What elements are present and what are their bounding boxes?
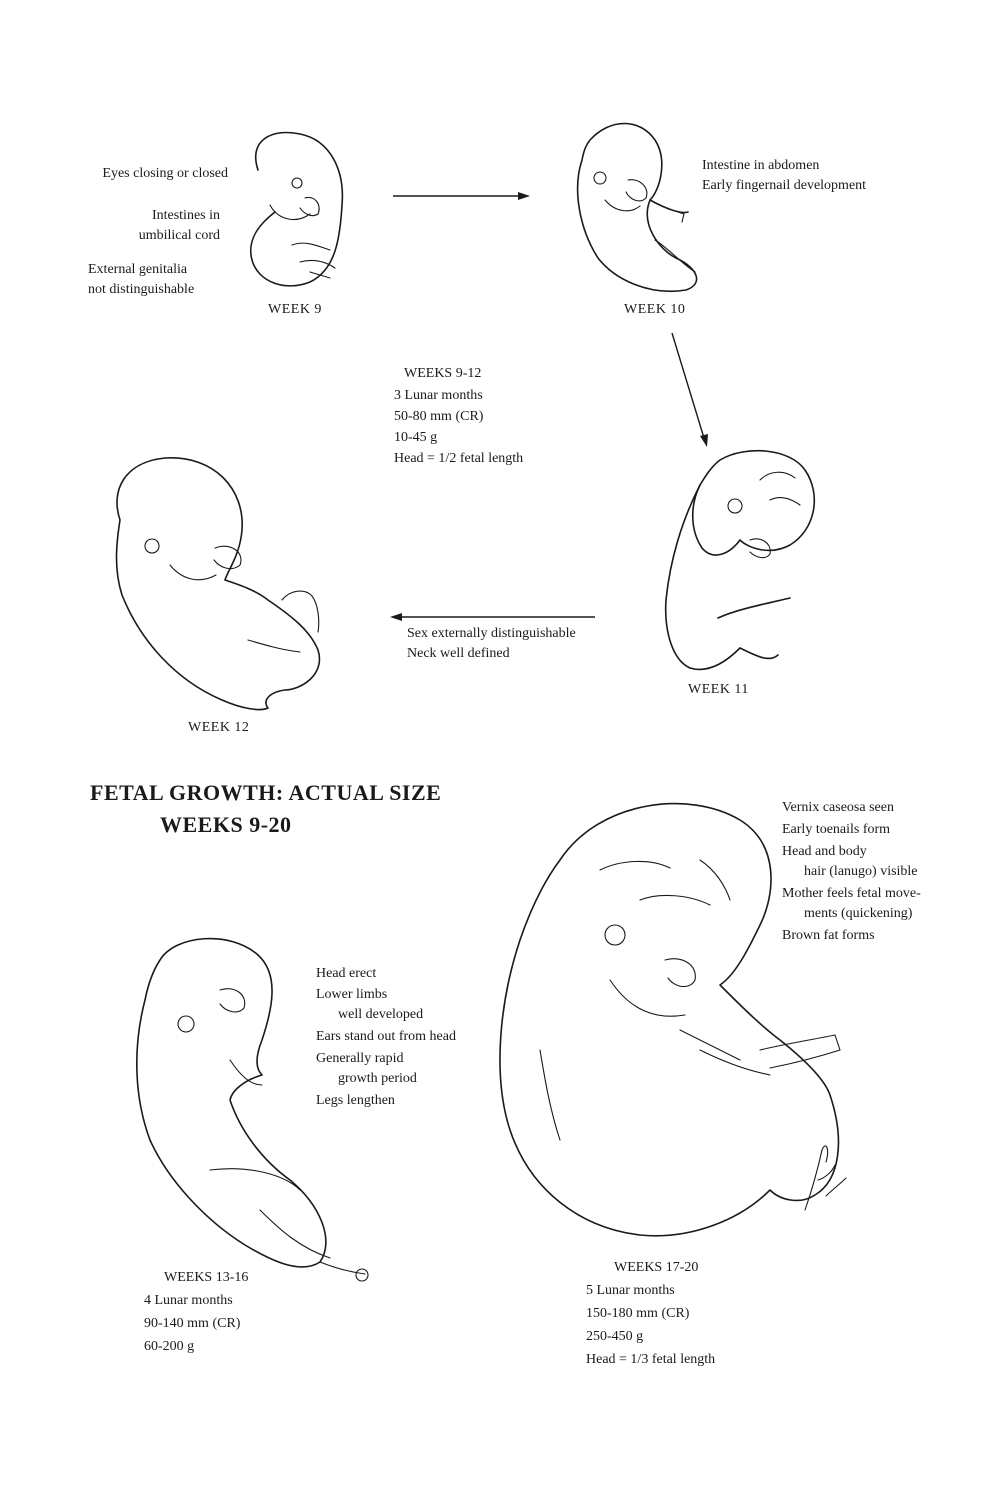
week9-note-eyes [60,164,228,184]
week10-note-line: Intestine in abdomen [702,158,820,173]
weeks13-16-note-line: Legs lengthen [316,1093,395,1108]
weeks13-16-fact: 60-200 g [144,1339,195,1354]
week9-note-line: umbilical cord [138,228,220,243]
weeks13-16-fact: 90-140 mm (CR) [144,1316,241,1331]
weeks13-16-heading: WEEKS 13-16 [164,1270,249,1285]
fetus-week12-drawing [117,458,320,710]
weeks17-20-summary [586,1258,715,1370]
week9-note-line: not distinguishable [88,282,195,297]
weeks17-20-notes [782,798,921,946]
weeks13-16-note-line: well developed [338,1007,424,1022]
weeks17-20-note-line: Early toenails form [782,822,891,837]
weeks17-20-note-line: Mother feels fetal move- [782,886,921,901]
week12-note-line: Neck well defined [407,646,510,661]
weeks17-20-note-line: Vernix caseosa seen [782,800,894,815]
weeks17-20-note-line: Brown fat forms [782,928,875,943]
week10-notes [702,156,866,196]
weeks13-16-note-line: Head erect [316,966,377,981]
weeks9-12-fact: 10-45 g [394,430,438,445]
weeks9-12-fact: Head = 1/2 fetal length [394,451,524,466]
artist-signature [805,1146,846,1210]
weeks17-20-fact: 250-450 g [586,1329,644,1344]
weeks13-16-note-line: Generally rapid [316,1051,404,1066]
page-subtitle: WEEKS 9-20 [160,812,292,837]
weeks13-16-fact: 4 Lunar months [144,1293,233,1308]
weeks9-12-heading: WEEKS 9-12 [404,366,482,381]
arrow-week11-to-week12 [390,613,595,621]
weeks13-16-note-line: Ears stand out from head [316,1029,456,1044]
weeks17-20-note-line: Head and body [782,844,867,859]
week9-label: WEEK 9 [268,302,322,317]
weeks13-16-summary [144,1268,248,1357]
weeks13-16-note-line: Lower limbs [316,987,388,1002]
fetus-week9-drawing [251,133,343,286]
weeks9-12-summary [394,364,523,469]
weeks13-16-notes [316,964,456,1111]
week9-note-line: Intestines in [151,208,220,223]
week9-note-line: Eyes closing or closed [102,166,228,181]
weeks17-20-fact: 150-180 mm (CR) [586,1306,690,1321]
weeks17-20-note-line: hair (lanugo) visible [804,864,918,879]
weeks17-20-heading: WEEKS 17-20 [614,1260,699,1275]
week12-note-line: Sex externally distinguishable [407,626,576,641]
week12-label: WEEK 12 [188,720,250,735]
week10-label: WEEK 10 [624,302,686,317]
weeks9-12-fact: 3 Lunar months [394,388,483,403]
fetus-week11-drawing [666,451,815,670]
arrow-week9-to-week10 [393,192,530,200]
weeks17-20-fact: 5 Lunar months [586,1283,675,1298]
weeks17-20-fact: Head = 1/3 fetal length [586,1352,716,1367]
arrow-week10-to-week11 [672,333,708,447]
weeks17-20-note-line: ments (quickening) [804,906,913,921]
week9-note-intestines [60,206,220,246]
weeks9-12-fact: 50-80 mm (CR) [394,409,484,424]
weeks13-16-note-line: growth period [338,1071,417,1086]
week9-note-line: External genitalia [88,262,188,277]
fetus-week10-drawing [578,124,697,292]
week12-notes [407,624,576,664]
week10-note-line: Early fingernail development [702,178,867,193]
page-title: FETAL GROWTH: ACTUAL SIZE [90,780,442,805]
week9-note-genitalia [88,260,194,300]
week11-label: WEEK 11 [688,682,749,697]
